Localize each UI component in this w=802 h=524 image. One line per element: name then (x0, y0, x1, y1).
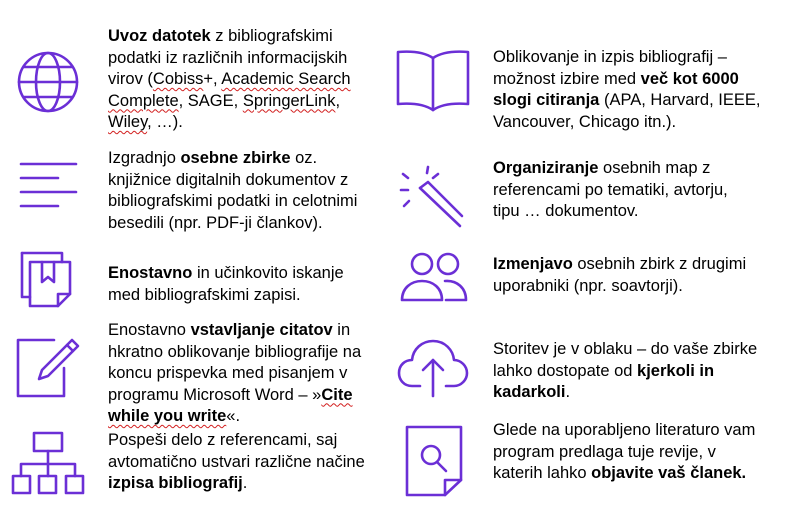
journal-suggestion-description (493, 420, 768, 485)
text-fragment: , (335, 91, 341, 110)
text-fragment: z bibliografskimi podatki iz različnih informacijskih virov ( (108, 27, 348, 88)
text-fragment: , SAGE, (178, 91, 243, 110)
text-fragment: in hkratno oblikovanje bibliografije na koncu prispevka med pisanjem v programu Microsoft Word – » (108, 321, 362, 404)
text-fragment: kjerkoli in kadarkoli (493, 361, 715, 401)
text-fragment: Pospeši delo z referencami, saj avtomatično ustvari različne načine (108, 431, 365, 471)
document-search-icon (404, 424, 464, 498)
open-book-icon (394, 48, 472, 112)
cloud-description (493, 339, 768, 404)
text-fragment: Cite while you write (108, 385, 353, 425)
edit-document-icon (14, 334, 82, 400)
personal-collection-description (108, 148, 373, 234)
text-fragment: «. (226, 407, 241, 425)
text-fragment: vstavljanje citatov (190, 321, 333, 339)
text-fragment: , …). (147, 113, 183, 131)
text-fragment: Wiley (108, 113, 148, 131)
text-fragment: SpringerLink (242, 91, 336, 110)
magic-wand-icon (398, 164, 466, 230)
text-fragment: Glede na uporabljeno literaturo vam program predlaga tuje revije, v katerih lahko (493, 421, 756, 482)
bibliography-description (108, 430, 368, 495)
text-fragment: . (565, 383, 571, 401)
text-fragment: Organiziranje (493, 159, 599, 177)
text-fragment: . (242, 474, 248, 492)
bookmarked-documents-icon (18, 250, 74, 310)
text-fragment: Izmenjavo (493, 255, 573, 273)
text-fragment: objavite vaš članek. (591, 464, 747, 482)
text-lines-icon (18, 158, 80, 214)
hierarchy-icon (10, 430, 86, 498)
text-fragment: več kot 6000 slogi citiranja (493, 69, 739, 109)
text-fragment: Storitev je v oblaku – do vaše zbirke lahko dostopate od (493, 340, 758, 380)
organize-description (493, 158, 753, 223)
text-fragment: in učinkovito iskanje med bibliografskimi zapisi. (108, 264, 344, 304)
citation-styles-description (493, 47, 768, 133)
text-fragment: Academic Search Complete (108, 70, 351, 110)
text-fragment: oz. knjižnice digitalnih dokumentov z bibliografskimi podatki in celotnimi besedili (npr. PDF-ji člankov). (108, 149, 358, 232)
text-fragment: izpisa bibliografij (108, 474, 243, 492)
import-description (108, 26, 378, 134)
text-fragment: osebne zbirke (180, 149, 291, 167)
text-fragment: Enostavno (108, 321, 191, 339)
search-description (108, 263, 378, 306)
text-fragment: +, (203, 70, 222, 88)
text-fragment: (APA, Harvard, IEEE, Vancouver, Chicago itn.). (493, 91, 761, 131)
text-fragment: osebnih zbirk z drugimi uporabniki (npr. soavtorji). (493, 255, 747, 295)
text-fragment: Enostavno (108, 264, 193, 282)
cloud-upload-icon (396, 336, 470, 400)
text-fragment: Izgradnjo (108, 149, 181, 167)
users-icon (398, 250, 470, 306)
text-fragment: Oblikovanje in izpis bibliografij – možnost izbire med (493, 48, 727, 88)
text-fragment: osebnih map z referencami po tematiki, avtorju, tipu … dokumentov. (493, 159, 728, 220)
text-fragment: Cobiss (152, 70, 204, 88)
text-fragment: Uvoz datotek (108, 27, 211, 45)
citation-description (108, 320, 383, 428)
globe-icon (14, 48, 82, 116)
sharing-description (493, 254, 773, 297)
